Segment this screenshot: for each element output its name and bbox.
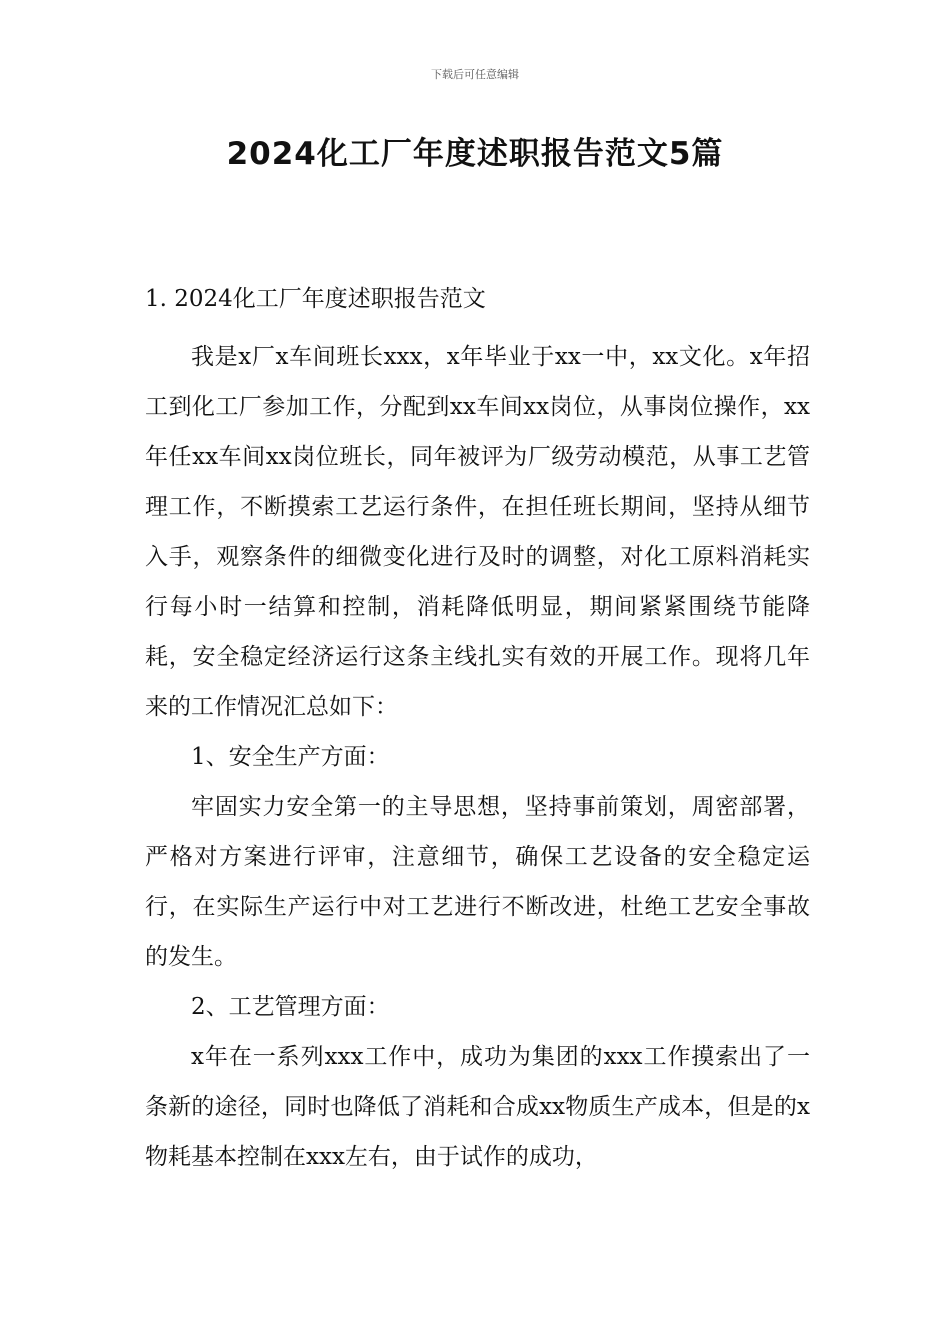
paragraph-process: x年在一系列xxx工作中，成功为集团的xxx工作摸索出了一条新的途径，同时也降低了消耗和合成xx物质生产成本，但是的x物耗基本控制在xxx左右，由于试作的成功，	[145, 1044, 810, 1170]
document-body	[145, 282, 810, 1182]
subheading-process: 2、工艺管理方面：	[191, 994, 390, 1020]
section-heading: 1. 2024化工厂年度述职报告范文	[145, 286, 486, 312]
header-note: 下载后可任意编辑	[431, 68, 519, 81]
paragraph-intro: 我是x厂x车间班长xxx，x年毕业于xx一中，xx文化。x年招工到化工厂参加工作，分配到xx车间xx岗位，从事岗位操作，xx年任xx车间xx岗位班长，同年被评为厂级劳动模范，从事工艺管理工作，不断摸索工艺运行条件，在担任班长期间，坚持从细节入手，观察条件的细微变化进行及时的调整，对化工原料消耗实行每小时一结算和控制，消耗降低明显，期间紧紧围绕节能降耗，安全稳定经济运行这条主线扎实有效的开展工作。现将几年来的工作情况汇总如下：	[145, 344, 810, 720]
subheading-safety: 1、安全生产方面：	[191, 744, 390, 770]
paragraph-safety: 牢固实力安全第一的主导思想，坚持事前策划，周密部署，严格对方案进行评审，注意细节，确保工艺设备的安全稳定运行，在实际生产运行中对工艺进行不断改进，杜绝工艺安全事故的发生。	[145, 794, 810, 970]
document-title: 2024化工厂年度述职报告范文5篇	[226, 136, 724, 172]
